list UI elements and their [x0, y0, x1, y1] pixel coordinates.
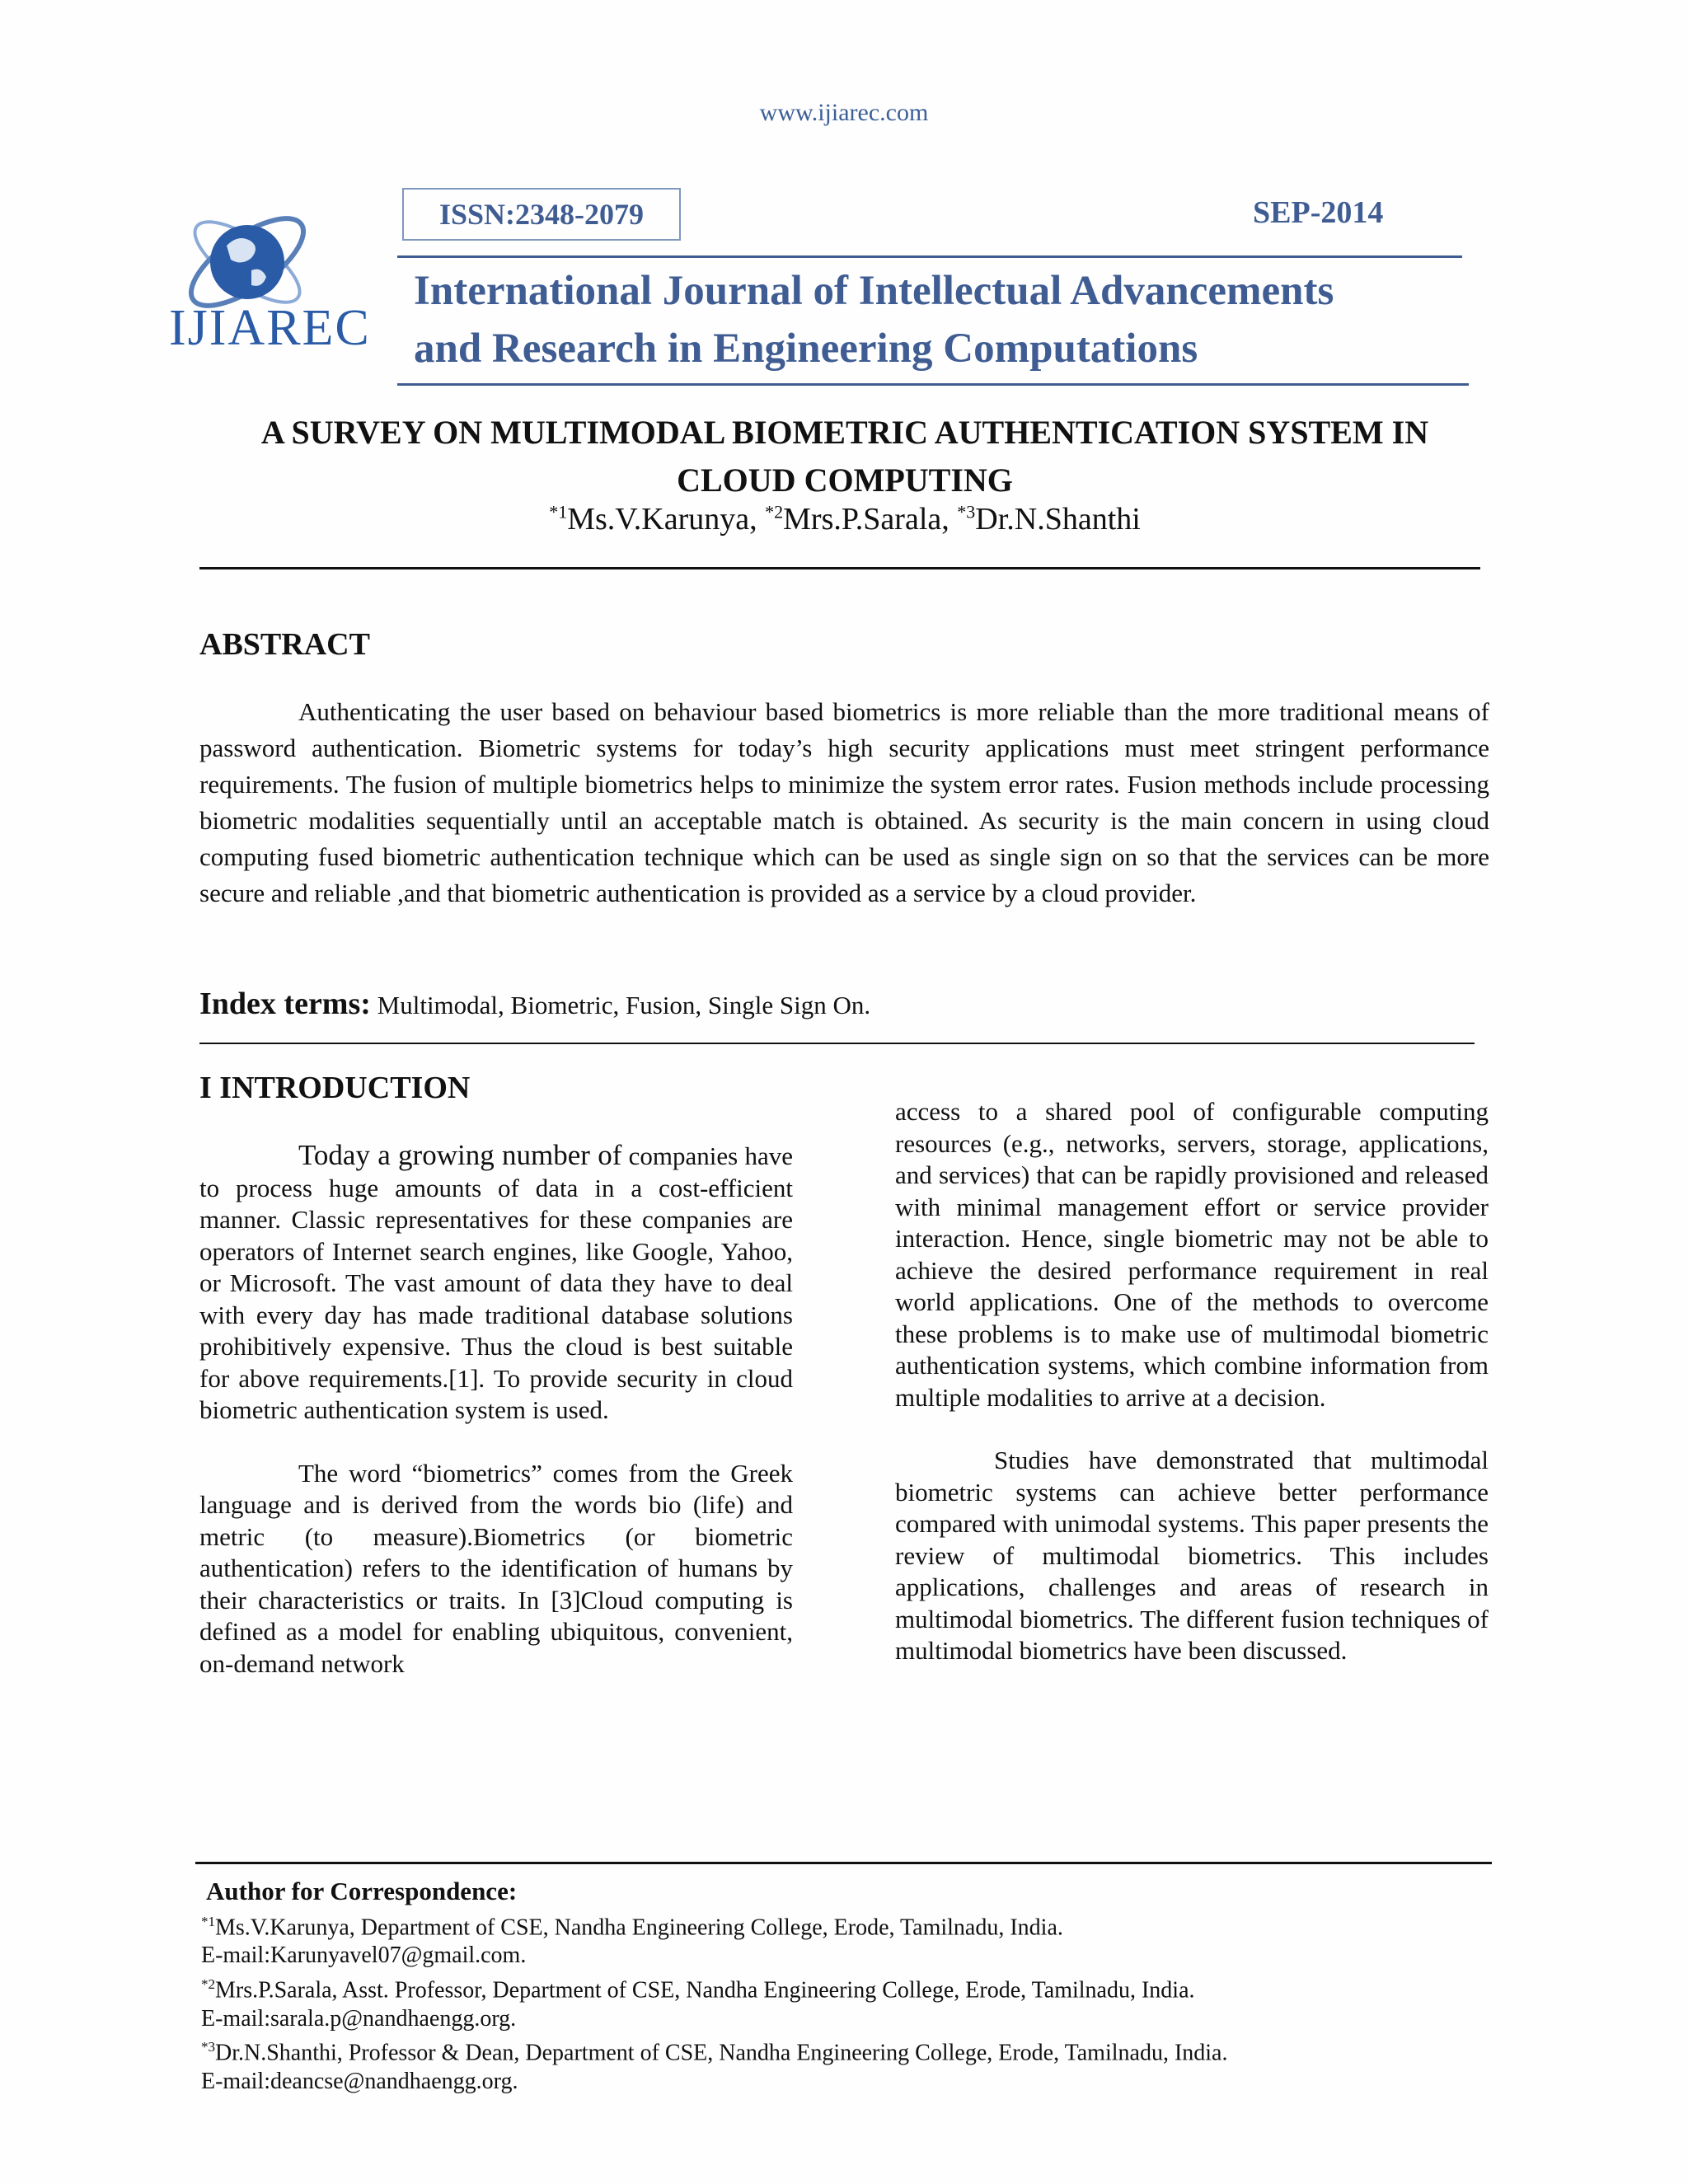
index-terms: [199, 986, 870, 1022]
intro-paragraph-2: The word “biometrics” comes from the Greek language and is derived from the words bio (life) and metric (to measure).Biometrics (or biometric authentication) refers to the identification of humans by their characteristics or traits. In [3]Cloud computing is defined as a model for enabling ubiquitous, convenient, on-demand network: [199, 1458, 793, 1678]
paper-title-line-1: A SURVEY ON MULTIMODAL BIOMETRIC AUTHENTICATION SYSTEM IN: [260, 414, 1429, 451]
title-divider: [199, 567, 1480, 569]
intro-paragraph-1-rest: companies have to process huge amounts of data in a cost-efficient manner. Classic representatives for these companies are operators of Internet search engines, like Google, Yahoo, or Microsoft. The vast amount of data they have to deal with every day has made traditional database solutions prohibitively expensive. Thus the cloud is best suitable for above requirements.[1]. To provide security in cloud biometric authentication system is used.: [199, 1141, 794, 1424]
correspondence-email[interactable]: E-mail:sarala.p@nandhaengg.org.: [201, 2005, 517, 2032]
journal-title-line-1: International Journal of Intellectual Advancements: [414, 268, 1334, 314]
paper-title-line-2: CLOUD COMPUTING: [677, 462, 1013, 499]
header-divider-bottom: [397, 383, 1469, 386]
author-mark: *2: [765, 501, 784, 523]
intro-paragraph-4: Studies have demonstrated that multimodal biometric systems can achieve better performance compared with unimodal systems. This paper presents the review of multimodal biometrics. This includes applications, challenges and areas of research in multimodal biometrics. The different fusion techniques of multimodal biometrics have been discussed.: [895, 1446, 1489, 1665]
author-name: Mrs.P.Sarala,: [783, 502, 950, 537]
correspondence-heading: Author for Correspondence:: [206, 1877, 518, 1905]
journal-title: [414, 262, 1334, 377]
correspondence-email[interactable]: E-mail:Karunyavel07@gmail.com.: [201, 1943, 527, 1969]
paper-title: [165, 409, 1525, 504]
index-terms-label: Index terms:: [199, 987, 371, 1021]
column-left: [199, 1140, 793, 1680]
author-list: [165, 501, 1525, 537]
footnote-divider: [195, 1862, 1492, 1864]
intro-paragraph-1-lead: Today a growing number of: [298, 1139, 622, 1171]
intro-paragraph-1: [199, 1140, 793, 1427]
author-mark: *3: [201, 2039, 215, 2055]
correspondence-entry: $^{*2}$Mrs.P.Sarala, Asst. Professor, Department of CSE, Nandha Engineering College, Erode, Tamilnadu, India.: [201, 1975, 1195, 2004]
author-mark: *1: [549, 501, 568, 523]
author-name: Dr.N.Shanthi: [975, 502, 1141, 537]
journal-url[interactable]: www.ijiarec.com: [759, 99, 929, 126]
issue-date: SEP-2014: [1253, 195, 1384, 230]
abstract-body: [199, 694, 1489, 912]
abstract-heading: ABSTRACT: [199, 627, 370, 662]
issn-box: ISSN:2348-2079: [402, 188, 681, 241]
author-name: Ms.V.Karunya,: [567, 502, 757, 537]
journal-title-line-2: and Research in Engineering Computations: [414, 326, 1198, 372]
header-divider-top: [397, 255, 1462, 258]
correspondence-email[interactable]: E-mail:deancse@nandhaengg.org.: [201, 2068, 518, 2094]
column-right: [895, 1096, 1489, 1667]
correspondence-entry: $^{*3}$Dr.N.Shanthi, Professor & Dean, Department of CSE, Nandha Engineering College, Erode, Tamilnadu, India.: [201, 2039, 1228, 2066]
svg-text:IJIAREC: IJIAREC: [169, 300, 371, 356]
correspondence-block: [201, 1877, 1487, 2096]
intro-paragraph-3: access to a shared pool of configurable computing resources (e.g., networks, servers, storage, applications, and services) that can be rapidly provisioned and released with minimal management effort or service provider interaction. Hence, single biometric may not be able to achieve the desired performance requirement in real world applications. One of the methods to overcome these problems is to make use of multimodal biometric authentication systems, which combine information from multiple modalities to arrive at a decision.: [895, 1097, 1489, 1412]
journal-logo: [169, 180, 371, 357]
author-mark: *1: [201, 1913, 215, 1929]
abstract-divider: [199, 1043, 1475, 1044]
author-mark: *3: [957, 501, 976, 523]
author-mark: *2: [201, 1975, 215, 1992]
abstract-paragraph: Authenticating the user based on behaviour based biometrics is more reliable than the more traditional means of password authentication. Biometric systems for today’s high security applications must meet stringent performance requirements. The fusion of multiple biometrics helps to minimize the system error rates. Fusion methods include processing biometric modalities sequentially until an acceptable match is obtained. As security is the main concern in using cloud computing fused biometric authentication technique which can be used as single sign on so that the services can be more secure and reliable ,and that biometric authentication is provided as a service by a cloud provider.: [199, 697, 1489, 907]
index-terms-values: Multimodal, Biometric, Fusion, Single Sign On.: [377, 991, 871, 1019]
correspondence-entry: $^{*1}$Ms.V.Karunya, Department of CSE, Nandha Engineering College, Erode, Tamilnadu, India.: [201, 1913, 1063, 1940]
section-heading-introduction: I INTRODUCTION: [199, 1071, 471, 1105]
